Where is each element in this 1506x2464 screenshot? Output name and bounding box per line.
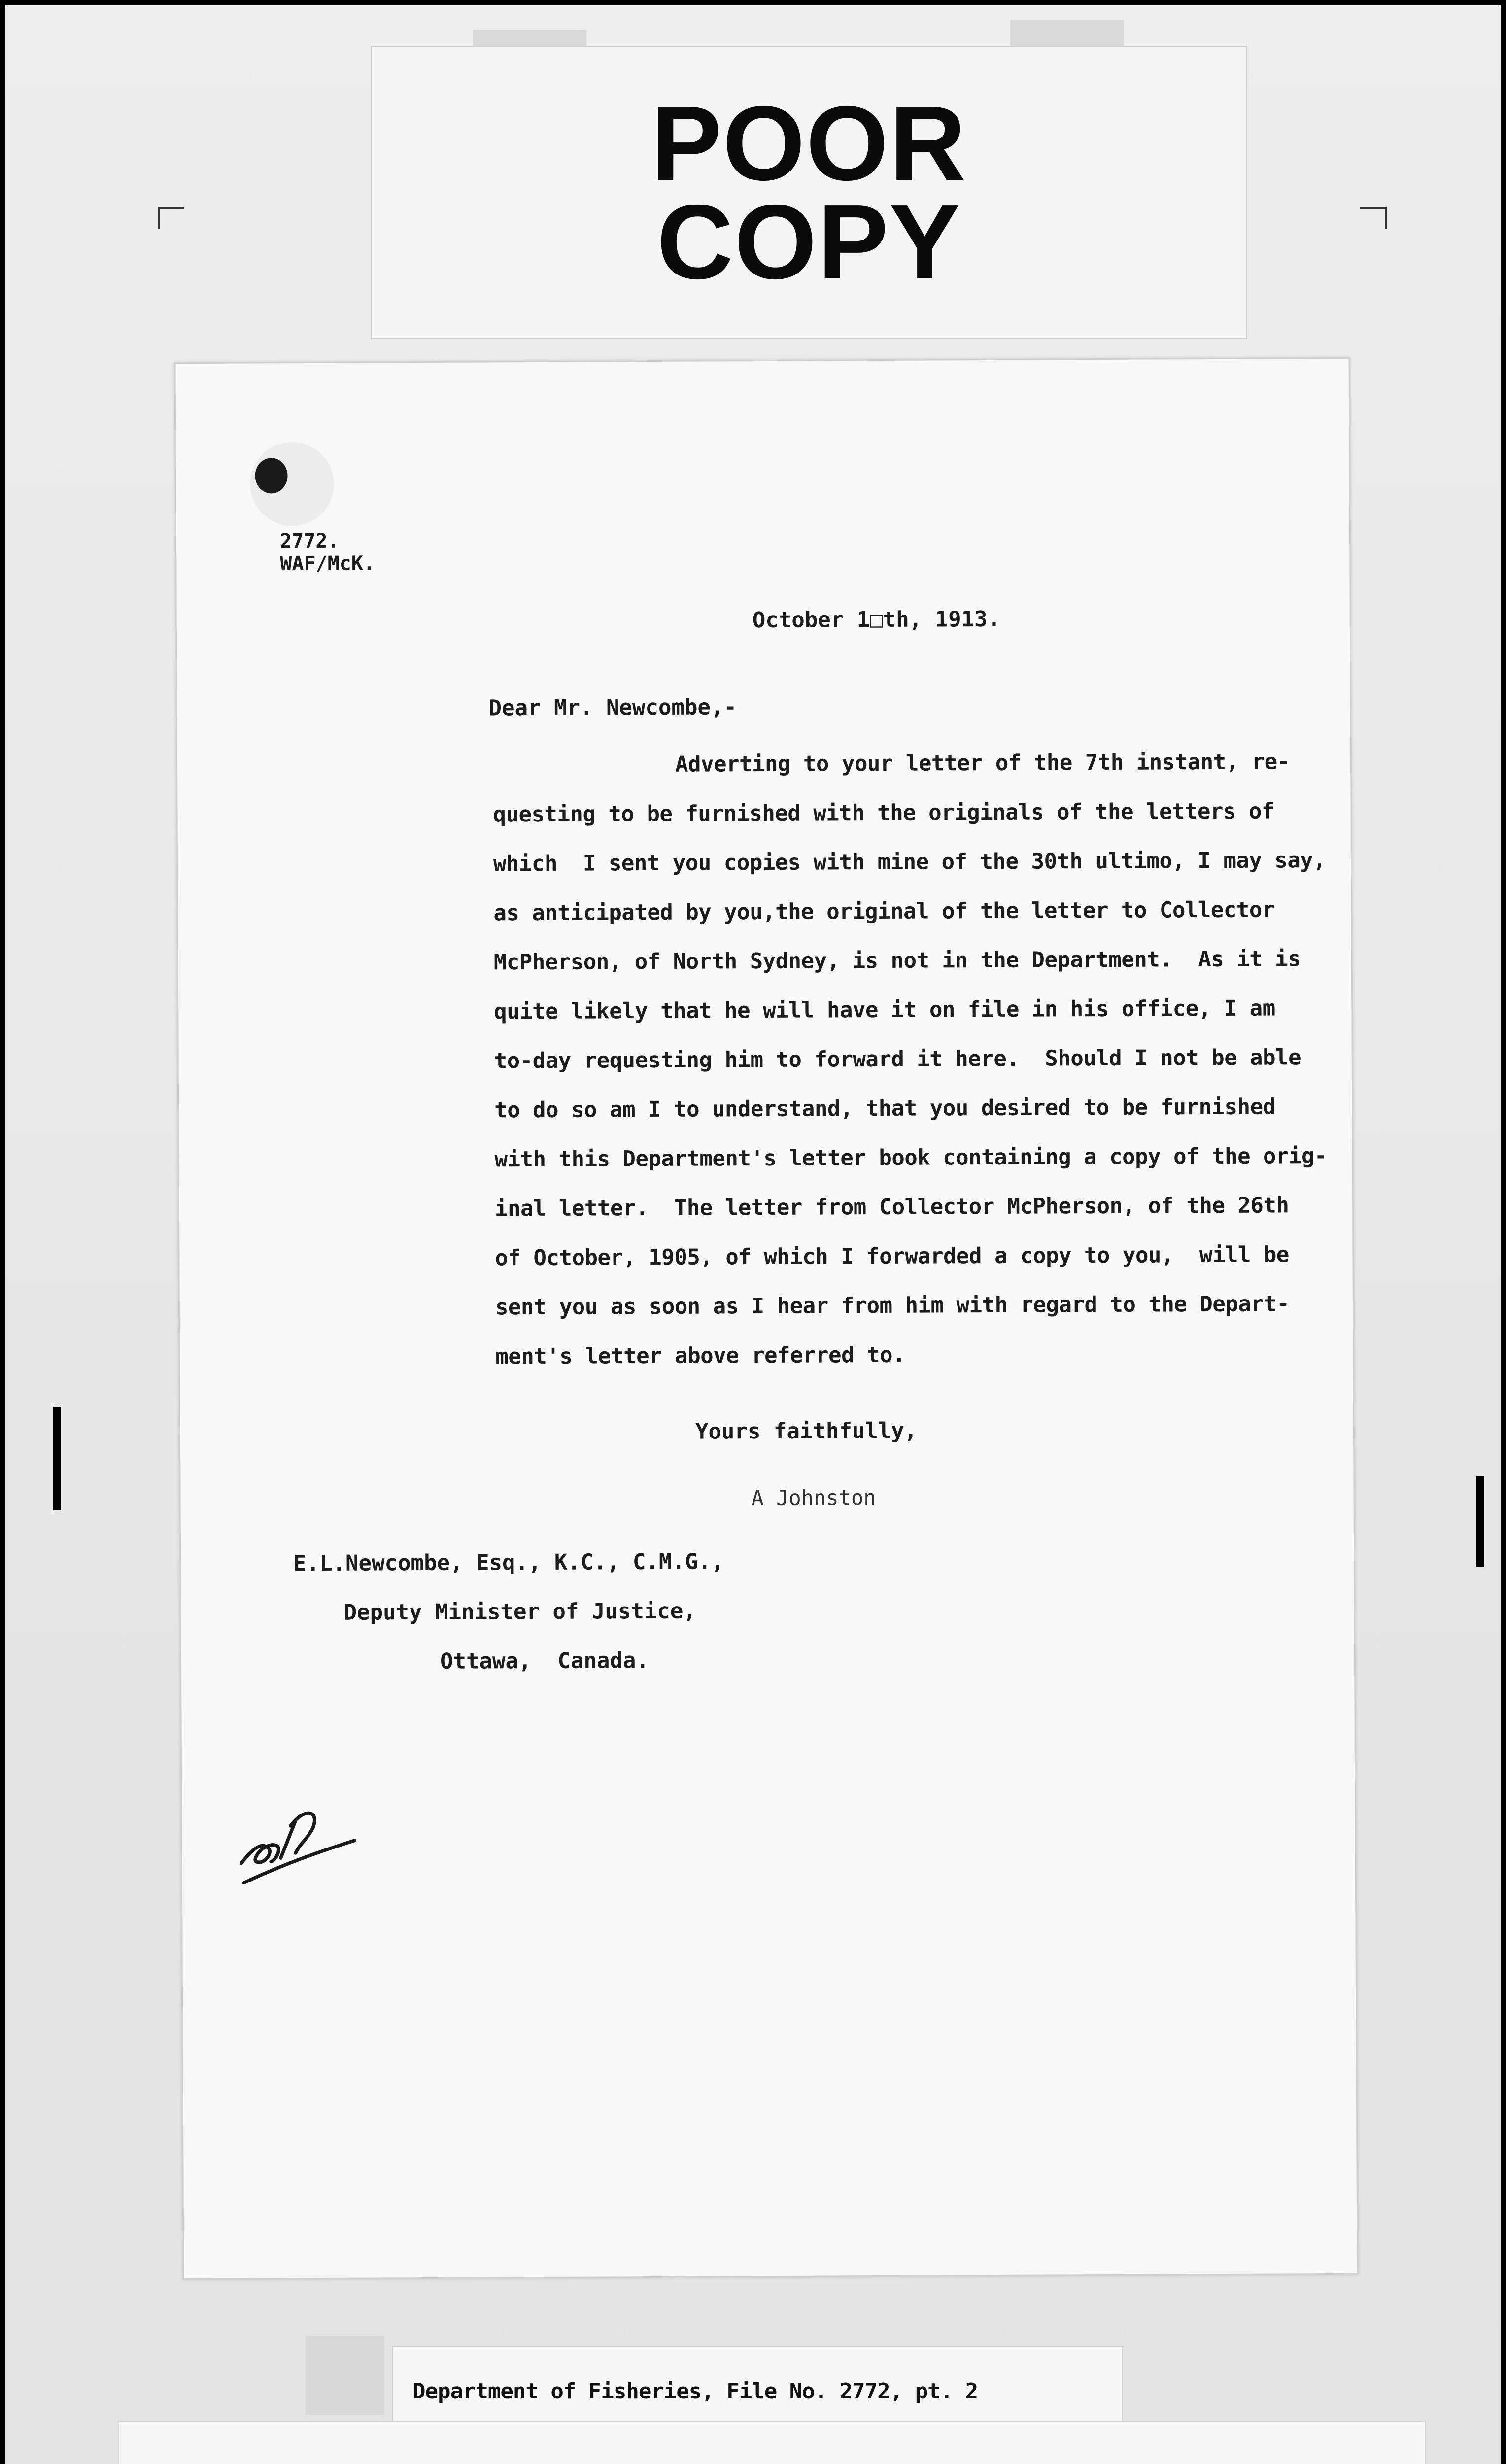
- file-ref-number: 2772.: [280, 529, 340, 553]
- body-line: which I sent you copies with mine of the 30th ultimo, I may say,: [493, 848, 1326, 877]
- poor-copy-label: [371, 46, 1247, 339]
- salutation: Dear Mr. Newcombe,-: [488, 694, 737, 721]
- corner-mark: [158, 207, 184, 229]
- file-label: Department of Fisheries, File No. 2772, pt. 2: [412, 2379, 978, 2404]
- body-line: quite likely that he will have it on file in his office, I am: [494, 995, 1275, 1025]
- body-line: to-day requesting him to forward it here. Should I not be able: [494, 1045, 1301, 1074]
- tape-strip: [306, 2336, 384, 2415]
- body-line: as anticipated by you,the original of the letter to Collector: [493, 897, 1275, 926]
- letter-date: October 1□th, 1913.: [752, 606, 1001, 633]
- body-line: McPherson, of North Sydney, is not in the Department. As it is: [493, 946, 1301, 975]
- body-line: of October, 1905, of which I forwarded a copy to you, will be: [495, 1242, 1289, 1271]
- file-reference: [280, 529, 375, 575]
- file-label-strip: [392, 2346, 1123, 2422]
- handwritten-initials: [221, 1747, 370, 1895]
- address-line: E.L.Newcombe, Esq., K.C., C.M.G.,: [293, 1549, 724, 1576]
- body-line: questing to be furnished with the originals of the letters of: [493, 798, 1275, 827]
- corner-mark: [1360, 207, 1387, 229]
- poor-copy-line2: COPY: [656, 182, 961, 301]
- body-line: Adverting to your letter of the 7th instant, re-: [675, 749, 1290, 777]
- closing: Yours faithfully,: [695, 1418, 918, 1444]
- punch-hole: [255, 458, 287, 493]
- body-line: to do so am I to understand, that you desired to be furnished: [494, 1094, 1276, 1123]
- body-line: ment's letter above referred to.: [495, 1342, 906, 1369]
- edge-tick: [1476, 1476, 1484, 1567]
- signature: A Johnston: [751, 1485, 876, 1510]
- address-line: Ottawa, Canada.: [440, 1648, 649, 1674]
- body-line: sent you as soon as I hear from him with regard to the Depart-: [495, 1291, 1290, 1320]
- body-line: with this Department's letter book containing a copy of the orig-: [494, 1143, 1328, 1172]
- address-line: Deputy Minister of Justice,: [343, 1598, 696, 1625]
- typist-initials: WAF/McK.: [280, 552, 376, 576]
- letter-sheet: [174, 357, 1359, 2280]
- poor-copy-line1: POOR: [650, 84, 967, 203]
- edge-tick: [53, 1407, 61, 1510]
- body-line: inal letter. The letter from Collector McPherson, of the 26th: [494, 1193, 1289, 1222]
- public-archives-card: [118, 2421, 1426, 2464]
